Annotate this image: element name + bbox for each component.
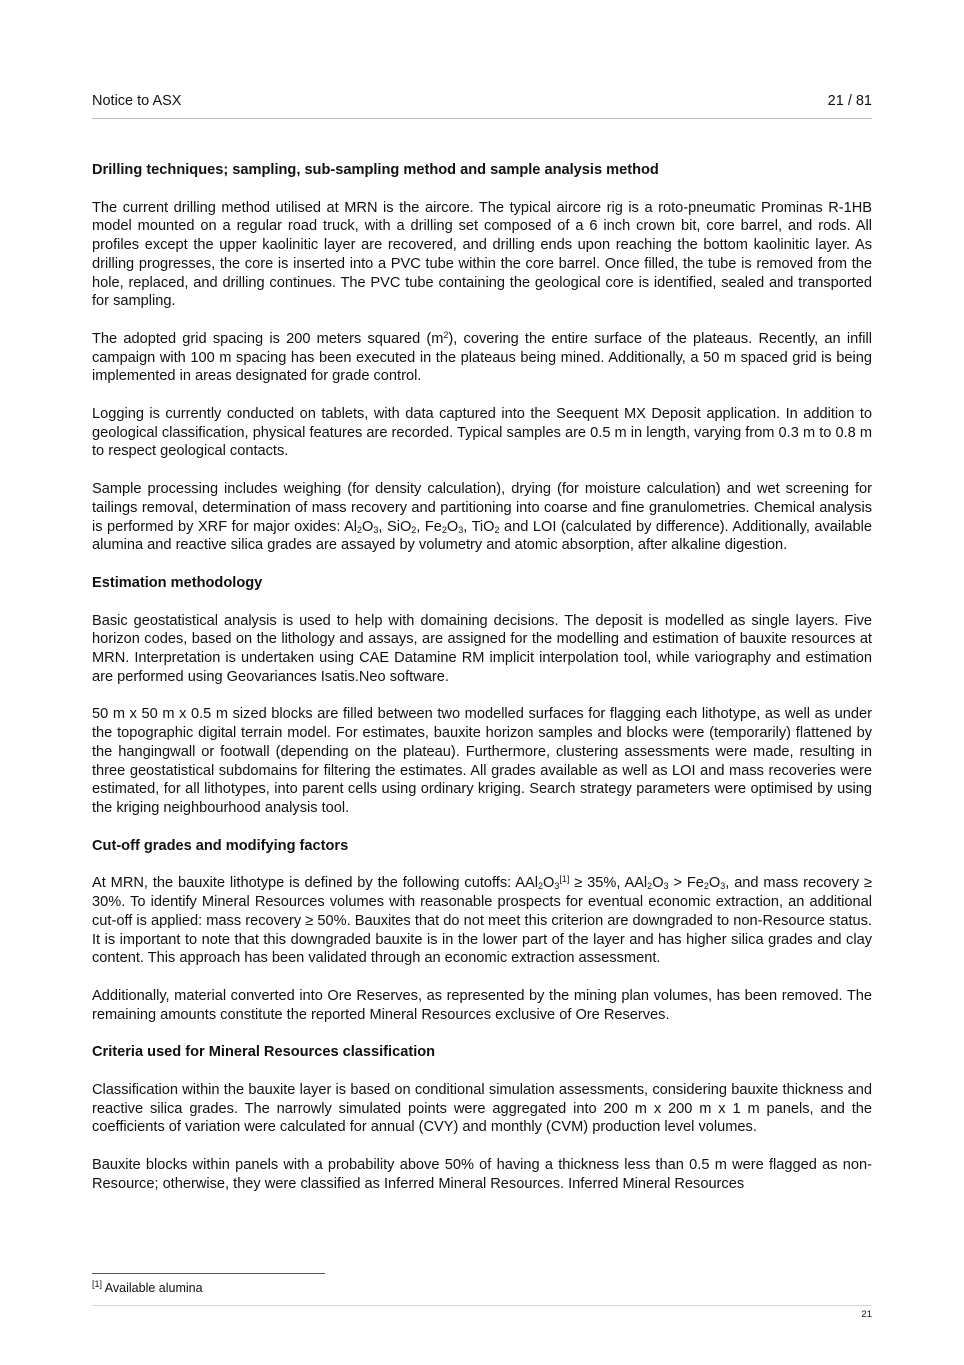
paragraph-drilling-method: The current drilling method utilised at MRN is the aircore. The typical aircore rig is a roto-pneumatic Prominas R-1HB model mounted on a regular road truck, with a drilling set composed of a 6 inch crown bit, core barrel, and rods. All profiles except the upper kaolinitic layer are recovered, and drilling ends upon reaching the bottom kaolinitic layer. As drilling progresses, the core is inserted into a PVC tube within the core barrel. Once filled, the tube is removed from the hole, replaced, and drilling continues. The PVC tube containing the geological core is identified, sealed and transported for sampling. [92, 199, 872, 310]
footnote-divider [92, 1273, 325, 1274]
page-number: 21 [861, 1309, 872, 1320]
paragraph-geostatistics: Basic geostatistical analysis is used to help with domaining decisions. The deposit is modelled as single layers. Five horizon codes, based on the lithology and assays, are assigned for the modelling and estimation of bauxite resources at MRN. Interpretation is undertaken using CAE Datamine RM implicit interpolation tool, while variography and estimation are performed using Geovariances Isatis.Neo software. [92, 612, 872, 685]
paragraph-sample-processing: Sample processing includes weighing (for density calculation), drying (for moisture calculation) and wet screening for tailings removal, determination of mass recovery and partitioning into coarse and fine granulometries. Chemical analysis is performed by XRF for major oxides: $Al_2O_3$, SiO$_2$, $Fe_2O_3$, TiO$_2$ and LOI (calculated by difference). Additionally, available alumina and reactive silica grades are assayed by volumetry and atomic absorption, after alkaline digestion. [92, 481, 872, 554]
section-heading-estimation: Estimation methodology [92, 574, 263, 591]
footnote-marker: [1] [92, 1279, 103, 1289]
paragraph-classification: Classification within the bauxite layer is based on conditional simulation assessments, considering bauxite thickness and reactive silica grades. The narrowly simulated points were aggregated into 200 m x 200 m x 1 m panels, and the coefficients of variation were calculated for annual (CVY) and monthly (CVM) production level volumes. [92, 1082, 872, 1136]
section-heading-drilling: Drilling techniques; sampling, sub-sampling method and sample analysis method [92, 162, 659, 178]
paragraph-grid-spacing: The adopted grid spacing is 200 meters squared $(m^2)$, covering the entire surface of the plateaus. Recently, an infill campaign with 100 m spacing has been executed in the plateaus being mined. Additionally, a 50 m spaced grid is being implemented in areas designated for grade control. [92, 329, 872, 385]
section-heading-classification: Criteria used for Mineral Resources classification [92, 1044, 436, 1061]
page-body [92, 161, 872, 1213]
footnote-text: Available alumina [102, 1281, 203, 1295]
page-header [92, 92, 872, 110]
paragraph-block-model: 50 m x 50 m x 0.5 m sized blocks are filled between two modelled surfaces for flagging each lithotype, as well as under the topographic digital terrain model. For estimates, bauxite horizon samples and blocks were (temporarily) flattened by the hangingwall or footwall (depending on the plateau). Furthermore, clustering assessments were made, resulting in three geostatistical subdomains for filtering the estimates. All grades available as well as LOI and mass recoveries were estimated, for all lithotypes, into parent cells using ordinary kriging. Search strategy parameters were optimised by using the kriging neighbourhood analysis tool. [92, 706, 872, 816]
header-divider [92, 118, 872, 119]
footnote [92, 1281, 203, 1296]
footnote-reference: [1] [559, 874, 570, 885]
paragraph-logging: Logging is currently conducted on tablets, with data captured into the Seequent MX Deposit application. In addition to geological classification, physical features are recorded. Typical samples are 0.5 m in length, varying from 0.3 m to 0.8 m to respect geological contacts. [92, 406, 872, 460]
section-heading-cutoff: Cut-off grades and modifying factors [92, 837, 349, 854]
paragraph-ore-reserves: Additionally, material converted into Ore Reserves, as represented by the mining plan volumes, has been removed. The remaining amounts constitute the reported Mineral Resources exclusive of Ore Reserves. [92, 987, 872, 1023]
paragraph-cutoff-grades: At MRN, the bauxite lithotype is defined by the following cutoffs: $AAl_2O_3[1] \ge 35\%$, $AAl_2O_3 > Fe_2O_3$, and mass recovery ≥ 30%. To identify Mineral Resources volumes with reasonable prospects for eventual economic extraction, an additional cut-off is applied: mass recovery ≥ 50%. Bauxites that do not meet this criterion are downgraded to non-Resource status. It is important to note that this downgraded bauxite is in the lower part of the layer and has higher silica grades and clay content. This approach has been validated through an economic extraction assessment. [92, 874, 872, 967]
paragraph-inferred-resources: Bauxite blocks within panels with a probability above 50% of having a thickness less than 0.5 m were flagged as non-Resource; otherwise, they were classified as Inferred Mineral Resources. Inferred Mineral Resources [92, 1157, 872, 1192]
page-counter: 21 / 81 [827, 93, 872, 109]
document-title: Notice to ASX [92, 93, 182, 109]
footer-divider [92, 1305, 872, 1306]
